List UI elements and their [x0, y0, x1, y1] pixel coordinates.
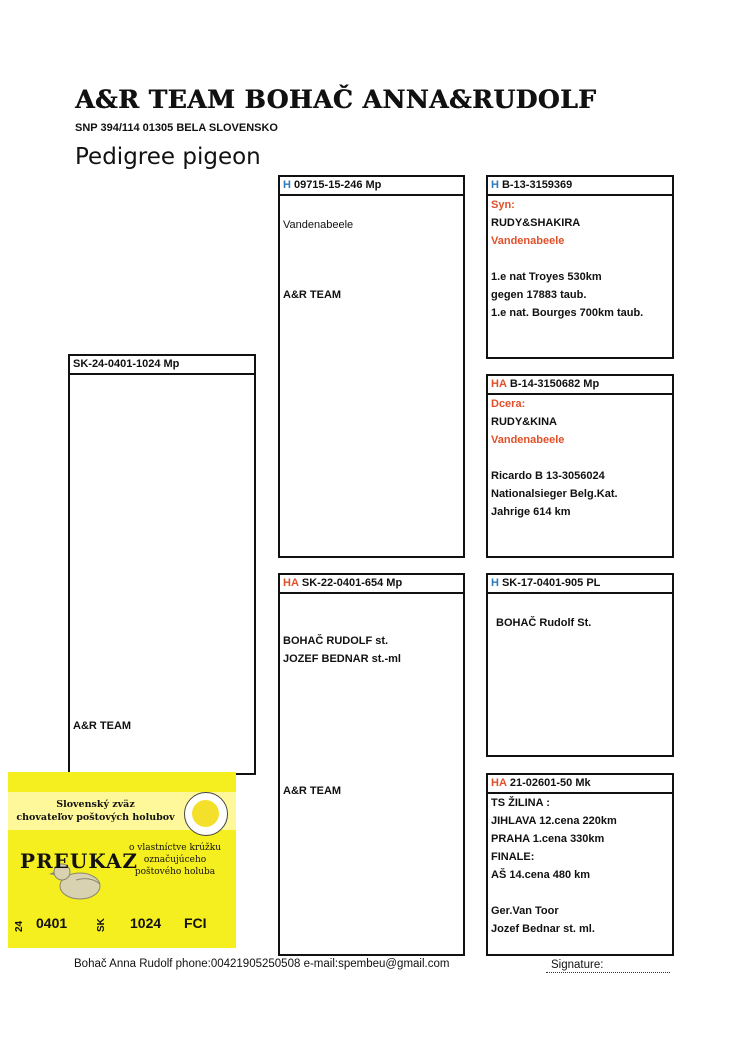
sire-dam-result: Jahrige 614 km: [491, 506, 571, 518]
sire-strain: Vandenabeele: [283, 219, 354, 231]
dam-box: [278, 573, 465, 956]
sire-sire-result: 1.e nat Troyes 530km: [491, 271, 602, 283]
dam-dam-box: [486, 773, 674, 956]
sire-sire-header: [488, 177, 672, 196]
sire-sire-result: gegen 17883 taub.: [491, 289, 587, 301]
sire-dam-strain: Vandenabeele: [491, 434, 565, 446]
sire-sire-ring: B-13-3159369: [501, 179, 573, 191]
card-org-line: Slovenský zväz: [56, 799, 135, 810]
dam-dam-result: FINALE:: [491, 851, 535, 863]
dam-breeder-1: BOHAČ RUDOLF st.: [283, 635, 389, 647]
sire-owner: A&R TEAM: [283, 289, 342, 301]
dam-dam-result: Jozef Bednar st. ml.: [491, 923, 595, 935]
signature-label: Signature:: [551, 959, 604, 971]
dam-ring: SK-22-0401-654 Mp: [301, 577, 403, 589]
dam-dam-result: Ger.Van Toor: [491, 905, 559, 917]
dam-sire-header: [488, 575, 672, 594]
breeder-title: A&R TEAM BOHAČ ANNA&RUDOLF: [75, 85, 597, 114]
subject-box: [68, 354, 256, 775]
sire-sire-relation: Syn:: [491, 199, 515, 211]
sire-dam-result: Ricardo B 13-3056024: [491, 470, 605, 482]
dam-dam-result: AŠ 14.cena 480 km: [491, 869, 591, 881]
breeder-address: SNP 394/114 01305 BELA SLOVENSKO: [75, 122, 278, 134]
sire-sire-result: 1.e nat. Bourges 700km taub.: [491, 307, 644, 319]
sire-dam-tag: HA: [491, 378, 507, 390]
dam-header: [280, 575, 463, 594]
dam-dam-tag: HA: [491, 777, 507, 789]
card-title: PREUKAZ: [20, 849, 139, 873]
union-seal-icon: [184, 792, 228, 836]
card-description: [120, 842, 230, 878]
sire-sire-name: RUDY&SHAKIRA: [491, 217, 581, 229]
sire-ring: 09715-15-246 Mp: [293, 179, 382, 191]
sire-dam-ring: B-14-3150682 Mp: [509, 378, 600, 390]
sire-dam-relation: Dcera:: [491, 398, 526, 410]
card-text-line: poštového holuba: [134, 867, 216, 877]
dam-dam-header: [488, 775, 672, 794]
card-text-line: o vlastníctve krúžku: [129, 843, 221, 853]
subject-owner: A&R TEAM: [73, 720, 132, 732]
signature-line: [546, 972, 670, 973]
card-text-line: označujúceho: [143, 855, 207, 865]
dam-sire-box: [486, 573, 674, 757]
card-federation: FCI: [184, 915, 207, 931]
subject-ring: SK-24-0401-1024 Mp: [70, 356, 254, 375]
card-club: 0401: [36, 915, 68, 931]
footer-contact: Bohač Anna Rudolf phone:00421905250508 e-mail:spembeu@gmail.com: [74, 958, 450, 970]
sire-dam-result: Nationalsieger Belg.Kat.: [491, 488, 618, 500]
dam-dam-result: [488, 884, 672, 902]
sire-box: [278, 175, 465, 558]
dam-sire-ring: SK-17-0401-905 PL: [501, 577, 601, 589]
document-type: Pedigree pigeon: [75, 144, 261, 170]
card-ring-number: 1024: [130, 915, 162, 931]
sire-tag: H: [283, 179, 291, 191]
sire-header: [280, 177, 463, 196]
sire-sire-box: [486, 175, 674, 359]
sire-dam-name: RUDY&KINA: [491, 416, 557, 428]
dam-tag: HA: [283, 577, 299, 589]
card-year: 24: [14, 920, 25, 932]
card-organization: [8, 798, 183, 824]
sire-sire-strain: Vandenabeele: [491, 235, 565, 247]
card-country: SK: [96, 918, 107, 932]
dam-breeder-2: JOZEF BEDNAR st.-ml: [283, 653, 401, 665]
sire-sire-tag: H: [491, 179, 499, 191]
dam-sire-tag: H: [491, 577, 499, 589]
dam-dam-result: TS ŽILINA :: [491, 797, 550, 809]
sire-dam-box: [486, 374, 674, 558]
dam-dam-result: PRAHA 1.cena 330km: [491, 833, 605, 845]
sire-dam-header: [488, 376, 672, 395]
dam-owner: A&R TEAM: [283, 785, 342, 797]
dam-sire-breeder: BOHAČ Rudolf St.: [496, 617, 592, 629]
dam-dam-result: JIHLAVA 12.cena 220km: [491, 815, 617, 827]
ring-certificate-card: [8, 772, 236, 948]
dam-dam-ring: 21-02601-50 Mk: [509, 777, 591, 789]
card-org-line: chovateľov poštových holubov: [16, 812, 175, 823]
